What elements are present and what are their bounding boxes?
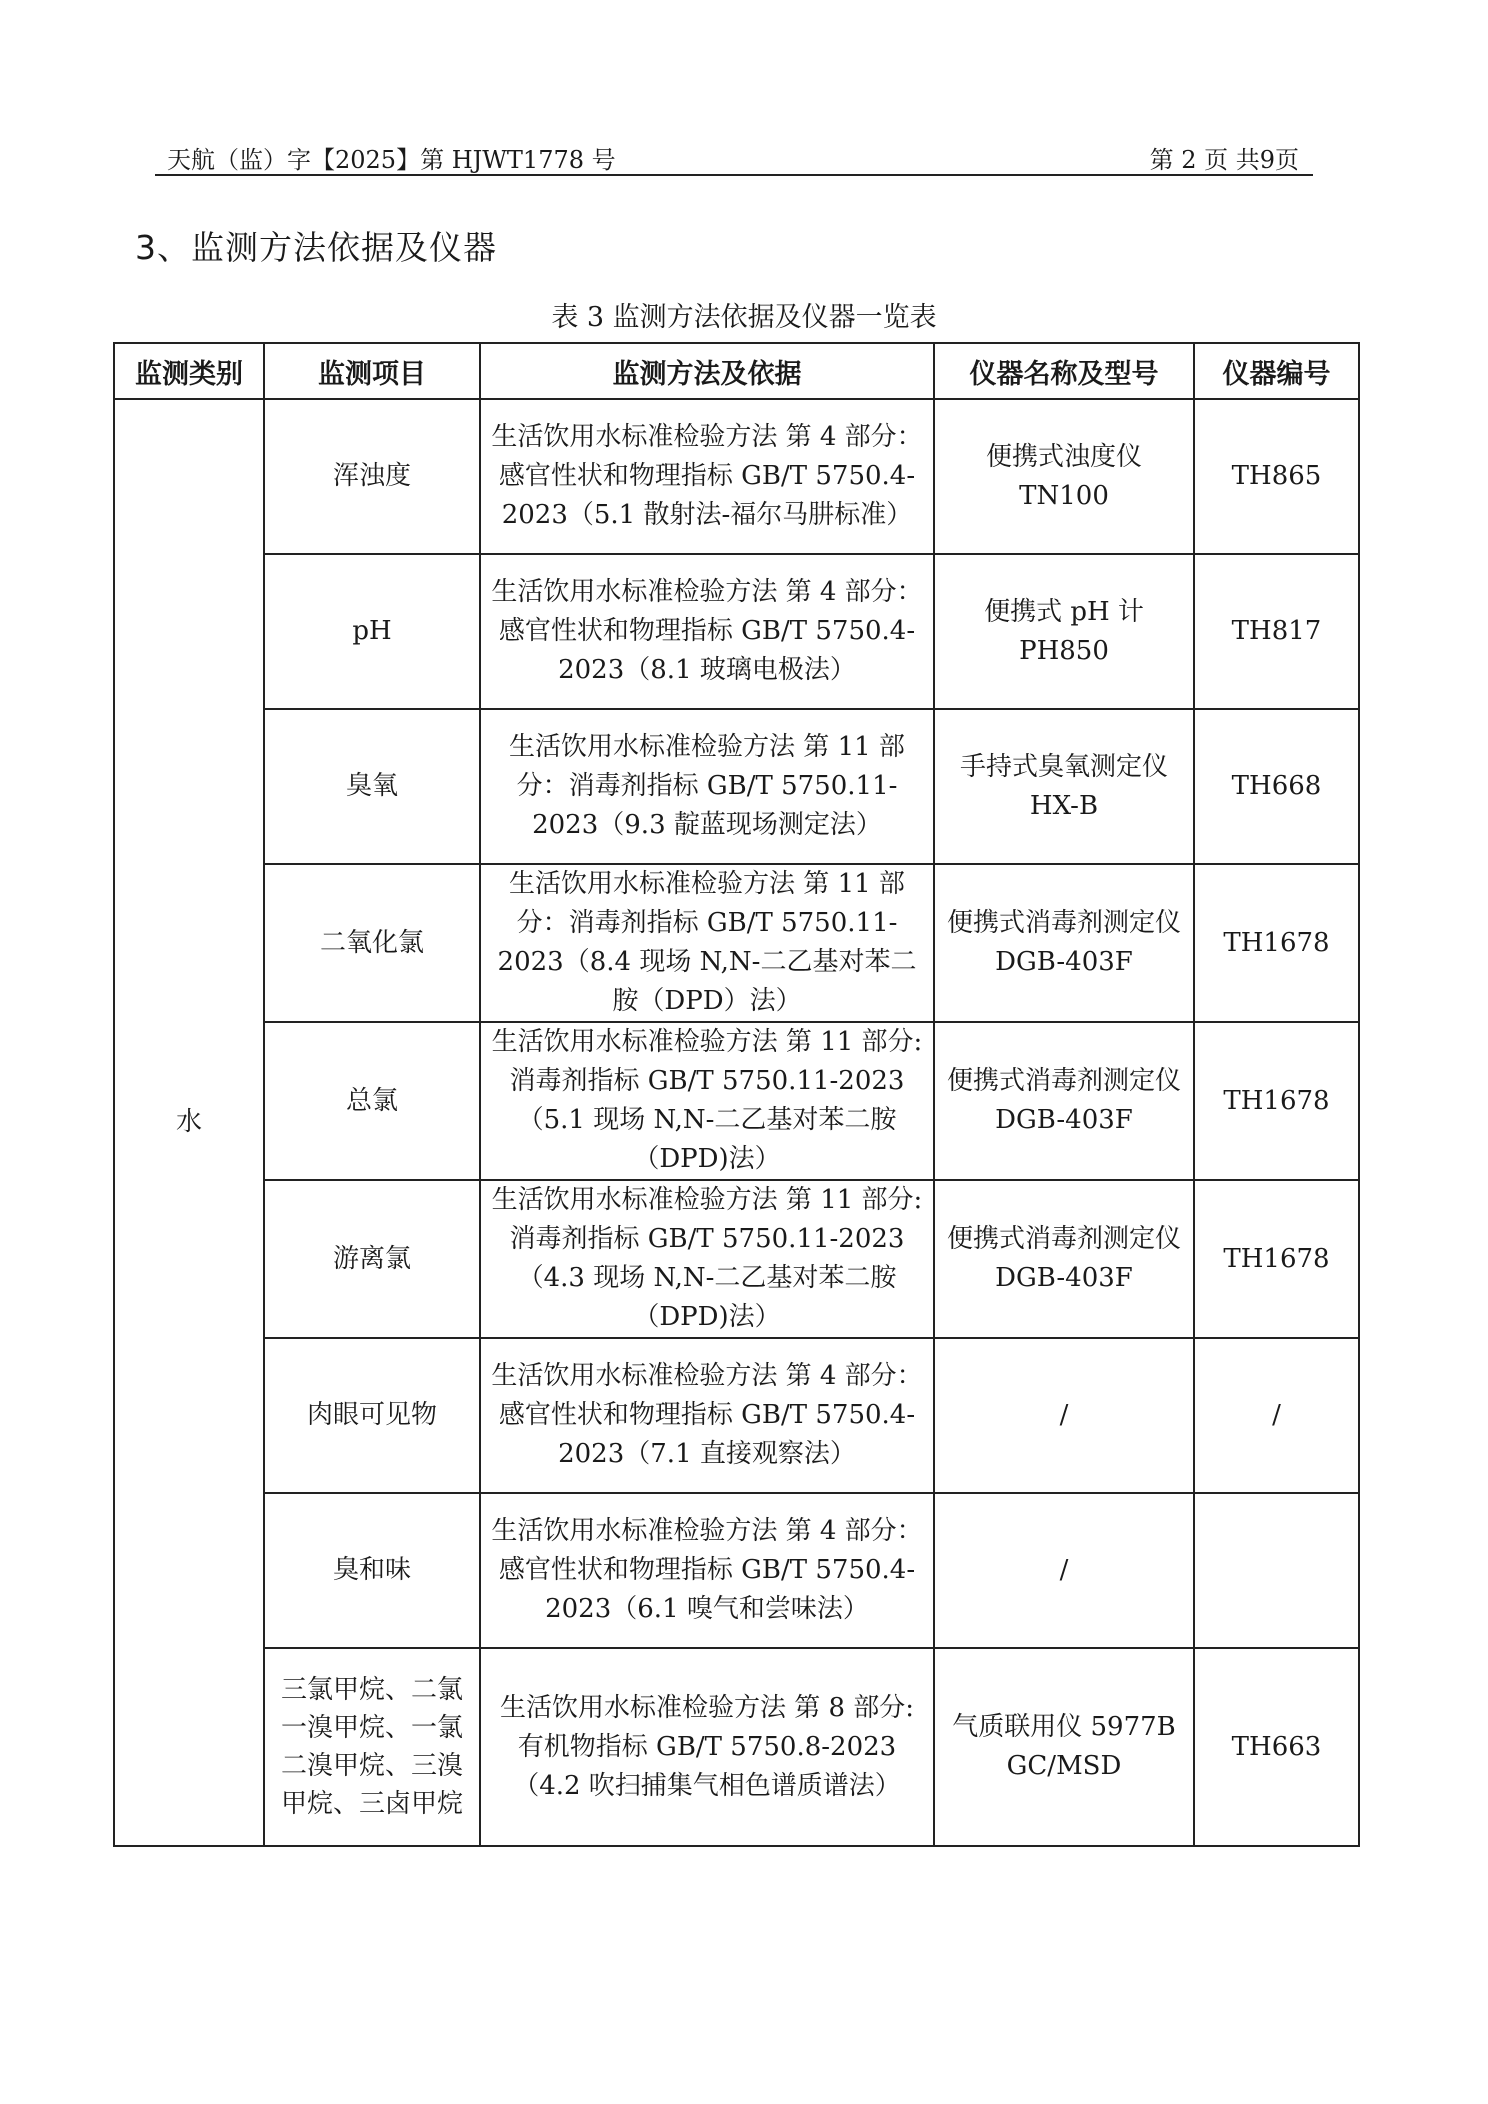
instrument-cell: 便携式 pH 计 PH850 bbox=[934, 554, 1194, 709]
instrument-cell: / bbox=[934, 1493, 1194, 1648]
item-cell: 三氯甲烷、二氯一溴甲烷、一氯二溴甲烷、三溴甲烷、三卤甲烷 bbox=[264, 1648, 480, 1846]
instrument-cell: 便携式消毒剂测定仪 DGB-403F bbox=[934, 1180, 1194, 1338]
number-cell: TH668 bbox=[1194, 709, 1359, 864]
method-cell: 生活饮用水标准检验方法 第 4 部分：感官性状和物理指标 GB/T 5750.4-2023（5.1 散射法-福尔马肼标准） bbox=[480, 399, 934, 554]
table-row bbox=[114, 399, 1359, 554]
item-cell: 臭氧 bbox=[264, 709, 480, 864]
page-info: 第 2 页 共9页 bbox=[1149, 146, 1299, 174]
instrument-cell: 便携式消毒剂测定仪 DGB-403F bbox=[934, 1022, 1194, 1180]
method-cell: 生活饮用水标准检验方法 第 4 部分：感官性状和物理指标 GB/T 5750.4-2023（8.1 玻璃电极法） bbox=[480, 554, 934, 709]
table-row bbox=[114, 864, 1359, 1022]
table-header-row bbox=[114, 343, 1359, 399]
number-cell bbox=[1194, 1493, 1359, 1648]
table-row bbox=[114, 1338, 1359, 1493]
category-cell: 水 bbox=[114, 399, 264, 1846]
instrument-cell: 便携式浊度仪 TN100 bbox=[934, 399, 1194, 554]
instrument-cell: / bbox=[934, 1338, 1194, 1493]
method-cell: 生活饮用水标准检验方法 第 4 部分：感官性状和物理指标 GB/T 5750.4-2023（6.1 嗅气和尝味法） bbox=[480, 1493, 934, 1648]
number-cell: / bbox=[1194, 1338, 1359, 1493]
header-instrument: 仪器名称及型号 bbox=[934, 343, 1194, 399]
instrument-cell: 气质联用仪 5977B GC/MSD bbox=[934, 1648, 1194, 1846]
header-method: 监测方法及依据 bbox=[480, 343, 934, 399]
table-row bbox=[114, 1180, 1359, 1338]
method-cell: 生活饮用水标准检验方法 第 11 部分:消毒剂指标 GB/T 5750.11-2023（5.1 现场 N,N-二乙基对苯二胺（DPD)法） bbox=[480, 1022, 934, 1180]
item-cell: 肉眼可见物 bbox=[264, 1338, 480, 1493]
number-cell: TH865 bbox=[1194, 399, 1359, 554]
number-cell: TH1678 bbox=[1194, 864, 1359, 1022]
item-cell: 总氯 bbox=[264, 1022, 480, 1180]
item-cell: 臭和味 bbox=[264, 1493, 480, 1648]
number-cell: TH1678 bbox=[1194, 1022, 1359, 1180]
table-row bbox=[114, 554, 1359, 709]
methods-table bbox=[113, 342, 1360, 1847]
instrument-cell: 手持式臭氧测定仪 HX-B bbox=[934, 709, 1194, 864]
method-cell: 生活饮用水标准检验方法 第 11 部分：消毒剂指标 GB/T 5750.11-2023（8.4 现场 N,N-二乙基对苯二胺（DPD）法） bbox=[480, 864, 934, 1022]
table-row bbox=[114, 1493, 1359, 1648]
item-cell: 游离氯 bbox=[264, 1180, 480, 1338]
item-cell: 二氧化氯 bbox=[264, 864, 480, 1022]
table-row bbox=[114, 1648, 1359, 1846]
report-number: 天航（监）字【2025】第 HJWT1778 号 bbox=[167, 146, 616, 174]
header-item: 监测项目 bbox=[264, 343, 480, 399]
number-cell: TH817 bbox=[1194, 554, 1359, 709]
section-title: 3、监测方法依据及仪器 bbox=[135, 228, 497, 267]
table-row bbox=[114, 1022, 1359, 1180]
page-header bbox=[155, 136, 1313, 176]
instrument-cell: 便携式消毒剂测定仪 DGB-403F bbox=[934, 864, 1194, 1022]
method-cell: 生活饮用水标准检验方法 第 4 部分：感官性状和物理指标 GB/T 5750.4-2023（7.1 直接观察法） bbox=[480, 1338, 934, 1493]
item-cell: pH bbox=[264, 554, 480, 709]
method-cell: 生活饮用水标准检验方法 第 8 部分:有机物指标 GB/T 5750.8-2023（4.2 吹扫捕集气相色谱质谱法） bbox=[480, 1648, 934, 1846]
method-cell: 生活饮用水标准检验方法 第 11 部分：消毒剂指标 GB/T 5750.11-2023（9.3 靛蓝现场测定法） bbox=[480, 709, 934, 864]
table-row bbox=[114, 709, 1359, 864]
item-cell: 浑浊度 bbox=[264, 399, 480, 554]
header-category: 监测类别 bbox=[114, 343, 264, 399]
number-cell: TH663 bbox=[1194, 1648, 1359, 1846]
table-caption: 表 3 监测方法依据及仪器一览表 bbox=[551, 302, 937, 333]
number-cell: TH1678 bbox=[1194, 1180, 1359, 1338]
method-cell: 生活饮用水标准检验方法 第 11 部分:消毒剂指标 GB/T 5750.11-2023（4.3 现场 N,N-二乙基对苯二胺（DPD)法） bbox=[480, 1180, 934, 1338]
header-number: 仪器编号 bbox=[1194, 343, 1359, 399]
